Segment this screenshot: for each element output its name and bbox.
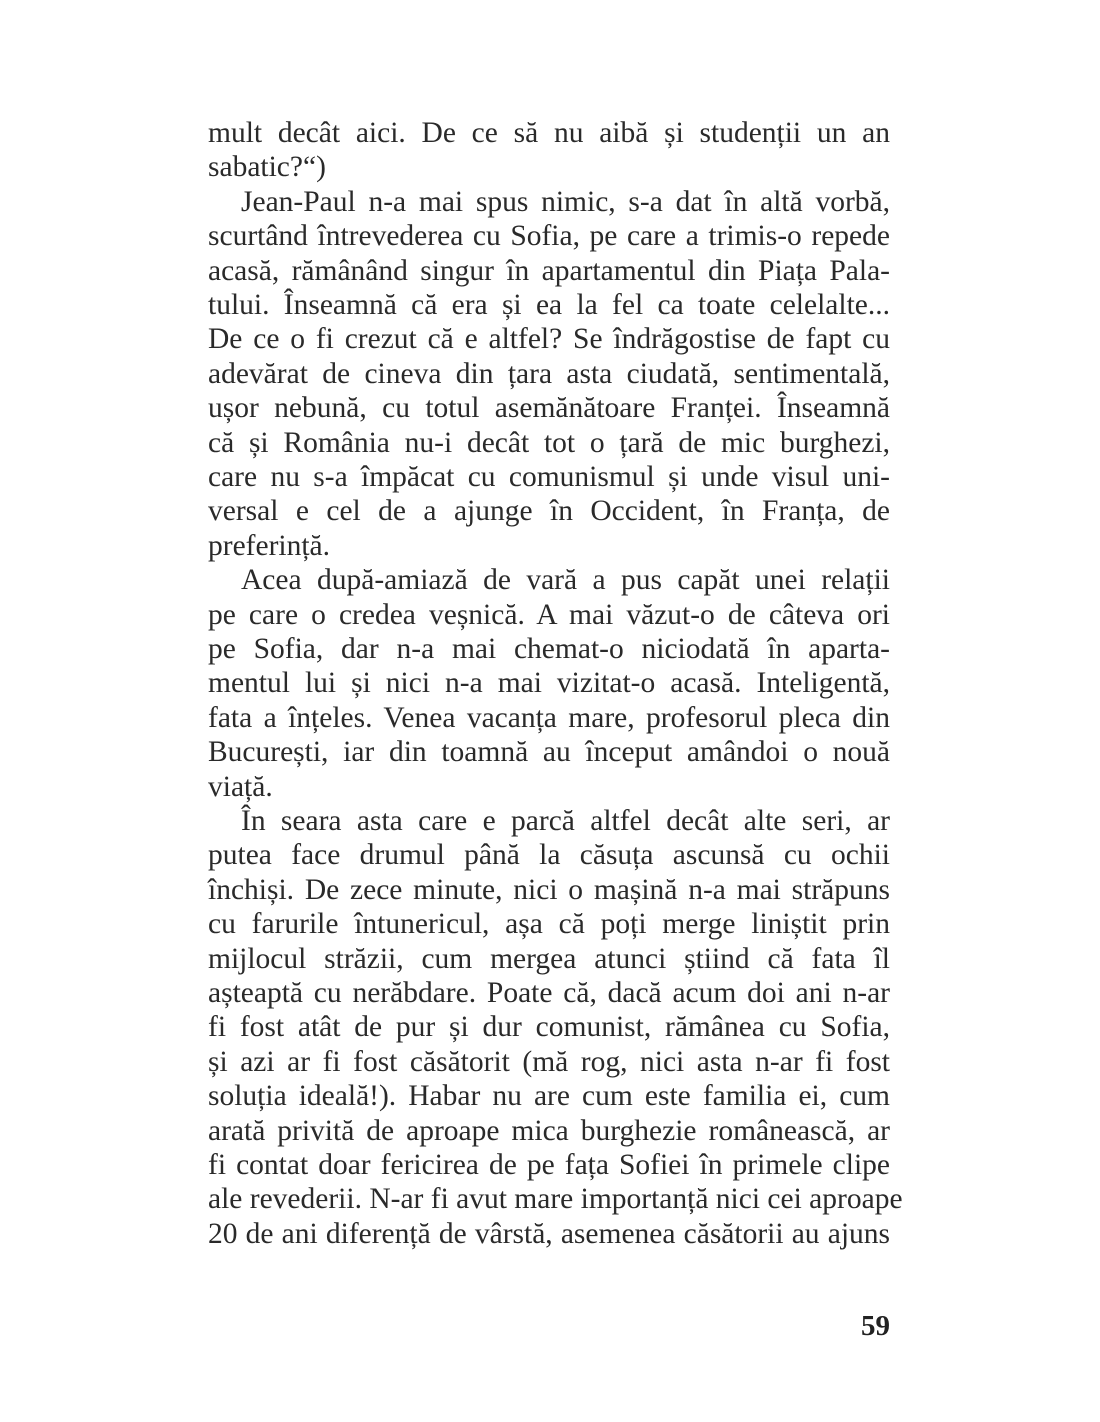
text-line: cu farurile întunericul, așa că poți merge liniștit prin (208, 908, 890, 941)
text-line: sabatic?“) (208, 151, 326, 184)
paragraph-start-line: Acea după-amiază de vară a pus capăt unei relații (241, 564, 890, 597)
text-line: că și România nu-i decât tot o țară de mic burghezi, (208, 426, 890, 459)
text-line: soluția ideală!). Habar nu are cum este familia ei, cum (208, 1080, 890, 1113)
text-line: arată privită de aproape mica burghezie românească, ar (208, 1114, 890, 1147)
text-line: așteaptă cu nerăbdare. Poate că, dacă acum doi ani n-ar (208, 977, 890, 1009)
text-line: fata a înțeles. Venea vacanța mare, profesorul pleca din (208, 701, 890, 734)
paragraph-start-line: Jean-Paul n-a mai spus nimic, s-a dat în altă vorbă, (241, 185, 890, 218)
text-line: mentul lui și nici n-a mai vizitat-o acasă. Inteligentă, (208, 667, 890, 700)
text-line: tului. Înseamnă că era și ea la fel ca toate celelalte... (208, 289, 890, 321)
text-line: închiși. De zece minute, nici o mașină n-a mai străpuns (208, 873, 890, 906)
text-line: ușor nebună, cu totul asemănătoare Franței. Înseamnă (208, 392, 890, 425)
text-line: și azi ar fi fost căsătorit (mă rog, nici asta n-ar fi fost (208, 1045, 890, 1078)
text-line: fi fost atât de pur și dur comunist, rămânea cu Sofia, (208, 1011, 890, 1044)
paragraph-start-line: În seara asta care e parcă altfel decât alte seri, ar (241, 805, 890, 837)
text-line: versal e cel de a ajunge în Occident, în Franța, de (208, 495, 890, 528)
text-line: acasă, rămânând singur în apartamentul din Piața Pala- (208, 254, 890, 287)
text-line: fi contat doar fericirea de pe fața Sofiei în primele clipe (208, 1149, 890, 1181)
text-line: 20 de ani diferență de vârstă, asemenea căsătorii au ajuns (208, 1217, 890, 1250)
text-line: ale revederii. N-ar fi avut mare importanță nici cei aproape (208, 1183, 903, 1216)
text-line: De ce o fi crezut că e altfel? Se îndrăgostise de fapt cu (208, 323, 890, 356)
text-line: adevărat de cineva din țara asta ciudată, sentimentală, (208, 357, 890, 390)
text-line: București, iar din toamnă au început amândoi o nouă (208, 736, 890, 769)
text-line: putea face drumul până la căsuța ascunsă cu ochii (208, 839, 890, 872)
text-line: preferință. (208, 529, 331, 562)
text-line: care nu s-a împăcat cu comunismul și unde visul uni- (208, 461, 890, 493)
text-line: mult decât aici. De ce să nu aibă și studenții un an (208, 117, 890, 149)
text-line: scurtând întrevederea cu Sofia, pe care a trimis-o repede (208, 220, 890, 253)
text-line: viață. (208, 770, 273, 803)
text-line: pe care o credea veșnică. A mai văzut-o de câteva ori (208, 598, 890, 631)
text-line: pe Sofia, dar n-a mai chemat-o niciodată în aparta- (208, 633, 890, 665)
page-number: 59 (861, 1310, 890, 1342)
text-line: mijlocul străzii, cum mergea atunci știind că fata îl (208, 942, 890, 975)
